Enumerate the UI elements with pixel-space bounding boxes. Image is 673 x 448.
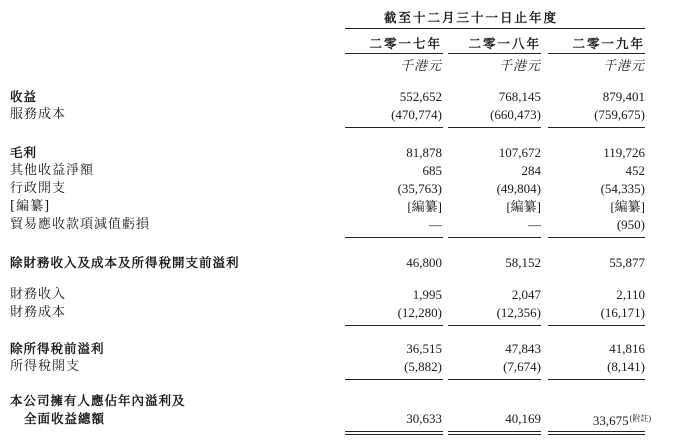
total-double-rule-bottom-2019 <box>548 434 645 435</box>
year-rule-2017 <box>345 53 443 54</box>
value-redacted-2017: [編纂] <box>407 199 442 214</box>
value-profit-before-tax-2018: 47,843 <box>505 341 541 356</box>
value-profit-before-tax-2017: 36,515 <box>406 341 442 356</box>
value-cost-of-services-2018: (660,473) <box>490 107 541 122</box>
value-finance-income-2018: 2,047 <box>511 287 541 302</box>
subtotal-rule-1-2018 <box>448 127 541 128</box>
value-finance-costs-2019: (16,171) <box>600 305 645 320</box>
value-redacted-2019: [編纂] <box>610 199 645 214</box>
value-impairment-2018: — <box>528 217 541 232</box>
value-cost-of-services-2017: (470,774) <box>391 107 442 122</box>
subtotal-rule-4-2017 <box>345 379 443 380</box>
value-gross-profit-2018: 107,672 <box>498 145 541 160</box>
subtotal-rule-4-2019 <box>548 379 645 380</box>
value-finance-income-2017: 1,995 <box>412 287 442 302</box>
value-admin-expenses-2018: (49,804) <box>496 181 541 196</box>
value-revenue-2017: 552,652 <box>399 89 442 104</box>
value-admin-expenses-2017: (35,763) <box>397 181 442 196</box>
period-header-rule <box>345 28 645 29</box>
year-rule-2018 <box>448 53 541 54</box>
value-gross-profit-2019: 119,726 <box>603 145 645 160</box>
subtotal-rule-1-2019 <box>548 127 645 128</box>
value-finance-income-2019: 2,110 <box>616 287 645 302</box>
value-other-gains-2018: 284 <box>521 163 541 178</box>
subtotal-rule-1-2017 <box>345 127 443 128</box>
value-total-comprehensive-income-2019-wrap <box>593 411 651 429</box>
total-double-rule-top-2018 <box>448 431 541 432</box>
row-label-cost-of-services: 服務成本 <box>10 107 67 122</box>
row-label-other-gains: 其他收益淨額 <box>10 163 95 178</box>
row-label-gross-profit: 毛利 <box>10 145 38 160</box>
total-double-rule-top-2017 <box>345 431 443 432</box>
subtotal-rule-3-2018 <box>448 325 541 326</box>
year-header-2018: 二零一八年 <box>468 36 541 51</box>
row-label-profit-before-tax: 除所得稅前溢利 <box>10 341 105 356</box>
value-total-comprehensive-income-2019: 33,675 <box>592 413 629 428</box>
value-revenue-2018: 768,145 <box>498 89 541 104</box>
note-marker: (附註) <box>629 414 651 423</box>
value-total-comprehensive-income-2017: 30,633 <box>406 411 442 426</box>
value-impairment-2019: (950) <box>616 217 645 232</box>
value-other-gains-2017: 685 <box>422 163 442 178</box>
row-label-operating-profit: 除財務收入及成本及所得稅開支前溢利 <box>10 255 240 270</box>
unit-2019: 千港元 <box>602 59 645 74</box>
value-redacted-2018: [編纂] <box>506 199 541 214</box>
period-header: 截至十二月三十一日止年度 <box>384 10 559 25</box>
unit-2018: 千港元 <box>498 59 541 74</box>
value-total-comprehensive-income-2018: 40,169 <box>505 411 541 426</box>
year-rule-2019 <box>548 53 645 54</box>
value-operating-profit-2019: 55,877 <box>609 255 645 270</box>
unit-2017: 千港元 <box>399 59 442 74</box>
row-label-impairment: 貿易應收款項減值虧損 <box>10 217 151 232</box>
value-profit-before-tax-2019: 41,816 <box>609 341 645 356</box>
subtotal-rule-2-2019 <box>548 237 645 238</box>
subtotal-rule-3-2017 <box>345 325 443 326</box>
row-label-redacted: [編纂] <box>10 199 51 214</box>
year-header-2019: 二零一九年 <box>572 36 645 51</box>
value-finance-costs-2018: (12,356) <box>496 305 541 320</box>
value-other-gains-2019: 452 <box>625 163 645 178</box>
row-label-finance-costs: 財務成本 <box>10 305 67 320</box>
row-label-income-tax: 所得稅開支 <box>10 359 81 374</box>
value-operating-profit-2017: 46,800 <box>406 255 442 270</box>
row-label-total-comprehensive-income-line1: 本公司擁有人應佔年內溢利及 <box>10 393 186 408</box>
subtotal-rule-4-2018 <box>448 379 541 380</box>
value-gross-profit-2017: 81,878 <box>406 145 442 160</box>
total-double-rule-top-2019 <box>548 431 645 432</box>
subtotal-rule-2-2017 <box>345 237 443 238</box>
subtotal-rule-2-2018 <box>448 237 541 238</box>
row-label-revenue: 收益 <box>10 89 38 104</box>
row-label-admin-expenses: 行政開支 <box>10 181 67 196</box>
subtotal-rule-3-2019 <box>548 325 645 326</box>
value-revenue-2019: 879,401 <box>602 89 645 104</box>
value-admin-expenses-2019: (54,335) <box>600 181 645 196</box>
value-finance-costs-2017: (12,280) <box>397 305 442 320</box>
value-income-tax-2018: (7,674) <box>503 359 541 374</box>
value-operating-profit-2018: 58,152 <box>505 255 541 270</box>
row-label-finance-income: 財務收入 <box>10 287 67 302</box>
row-label-total-comprehensive-income-line2: 全面收益總額 <box>24 411 106 426</box>
year-header-2017: 二零一七年 <box>369 36 442 51</box>
value-impairment-2017: — <box>429 217 442 232</box>
total-double-rule-bottom-2018 <box>448 434 541 435</box>
value-cost-of-services-2019: (759,675) <box>594 107 645 122</box>
value-income-tax-2019: (8,141) <box>607 359 645 374</box>
total-double-rule-bottom-2017 <box>345 434 443 435</box>
value-income-tax-2017: (5,882) <box>404 359 442 374</box>
